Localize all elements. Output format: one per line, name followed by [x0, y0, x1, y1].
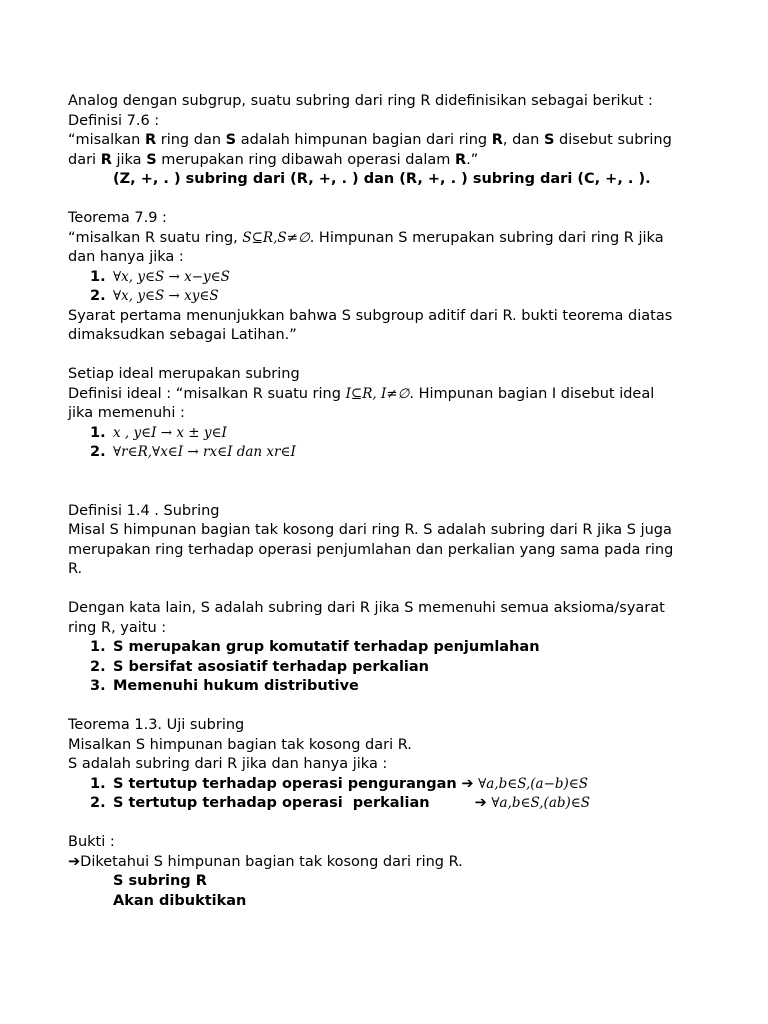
ideal-item-2: 2. ∀r∈R,∀x∈I → rx∈I dan xr∈I — [90, 444, 296, 460]
ideal-definition-line-2: jika memenuhi : — [68, 405, 185, 421]
theorem-1-3-line-1: Misalkan S himpunan bagian tak kosong dari R. — [68, 736, 412, 753]
theorem-7-9-line-1: “misalkan R suatu ring, S⊆R,S≠∅. Himpunan S merupakan subring dari ring R jika — [68, 229, 664, 246]
subring-test-item-1: 1. S tertutup terhadap operasi pengurangan ➔ ∀a,b∈S,(a−b)∈S — [90, 775, 589, 792]
ideal-item-1: 1. x , y∈I → x ± y∈I — [90, 424, 227, 441]
axiom-item-3: 3. Memenuhi hukum distributive — [90, 678, 359, 694]
theorem-7-9-line-4: dimaksudkan sebagai Latihan.” — [68, 327, 297, 343]
proof-line-2: S subring R — [113, 873, 207, 889]
definition-1-4-line-5: ring R, yaitu : — [68, 619, 167, 636]
definition-1-4-line-2: merupakan ring terhadap operasi penjumlahan dan perkalian yang sama pada ring — [68, 541, 674, 558]
proof-line-3: Akan dibuktikan — [113, 892, 247, 909]
theorem-7-9-item-1: 1. ∀x, y∈S → x−y∈S — [90, 268, 230, 285]
ideal-heading: Setiap ideal merupakan subring — [68, 366, 300, 382]
intro-text: Analog dengan subgrup, suatu subring dari ring R didefinisikan sebagai berikut : — [68, 93, 653, 109]
theorem-7-9-item-2: 2. ∀x, y∈S → xy∈S — [90, 288, 219, 304]
definition-1-4-title: Definisi 1.4 . Subring — [68, 502, 220, 519]
axiom-item-1: 1. S merupakan grup komutatif terhadap penjumlahan — [90, 639, 540, 655]
arrow-right-icon: ➔ — [474, 795, 487, 811]
definition-7-6-line-1: “misalkan R ring dan S adalah himpunan bagian dari ring R, dan S disebut subring — [68, 132, 672, 148]
ideal-definition-line-1: Definisi ideal : “misalkan R suatu ring I⊆R, I≠∅. Himpunan bagian I disebut ideal — [68, 385, 655, 402]
definition-1-4-line-1: Misal S himpunan bagian tak kosong dari ring R. S adalah subring dari R jika S juga — [68, 522, 672, 538]
definition-7-6-example: (Z, +, . ) subring dari (R, +, . ) dan (R, +, . ) subring dari (C, +, . ). — [113, 171, 651, 187]
proof-title: Bukti : — [68, 834, 115, 850]
arrow-right-icon: ➔ — [461, 775, 474, 792]
definition-7-6-title: Definisi 7.6 : — [68, 112, 160, 129]
proof-line-1: ➔Diketahui S himpunan bagian tak kosong dari ring R. — [68, 853, 463, 870]
subring-test-item-2: 2. S tertutup terhadap operasi perkalian ➔ ∀a,b∈S,(ab)∈S — [90, 795, 591, 811]
theorem-1-3-title: Teorema 1.3. Uji subring — [68, 717, 245, 733]
theorem-1-3-line-2: S adalah subring dari R jika dan hanya jika : — [68, 756, 388, 772]
ideal-condition-math: I⊆R, I≠∅ — [345, 385, 410, 402]
arrow-right-icon: ➔ — [68, 853, 81, 870]
theorem-7-9-line-2: dan hanya jika : — [68, 249, 184, 265]
definition-7-6-line-2: dari R jika S merupakan ring dibawah operasi dalam R.” — [68, 151, 479, 168]
theorem-7-9-line-3: Syarat pertama menunjukkan bahwa S subgroup aditif dari R. bukti teorema diatas — [68, 307, 673, 324]
document-page — [68, 92, 708, 911]
theorem-7-9-condition-math: S⊆R,S≠∅ — [242, 229, 310, 246]
axiom-item-2: 2. S bersifat asosiatif terhadap perkalian — [90, 658, 430, 675]
theorem-7-9-title: Teorema 7.9 : — [68, 210, 167, 226]
definition-1-4-line-3: R. — [68, 561, 83, 577]
definition-1-4-line-4: Dengan kata lain, S adalah subring dari R jika S memenuhi semua aksioma/syarat — [68, 600, 665, 616]
